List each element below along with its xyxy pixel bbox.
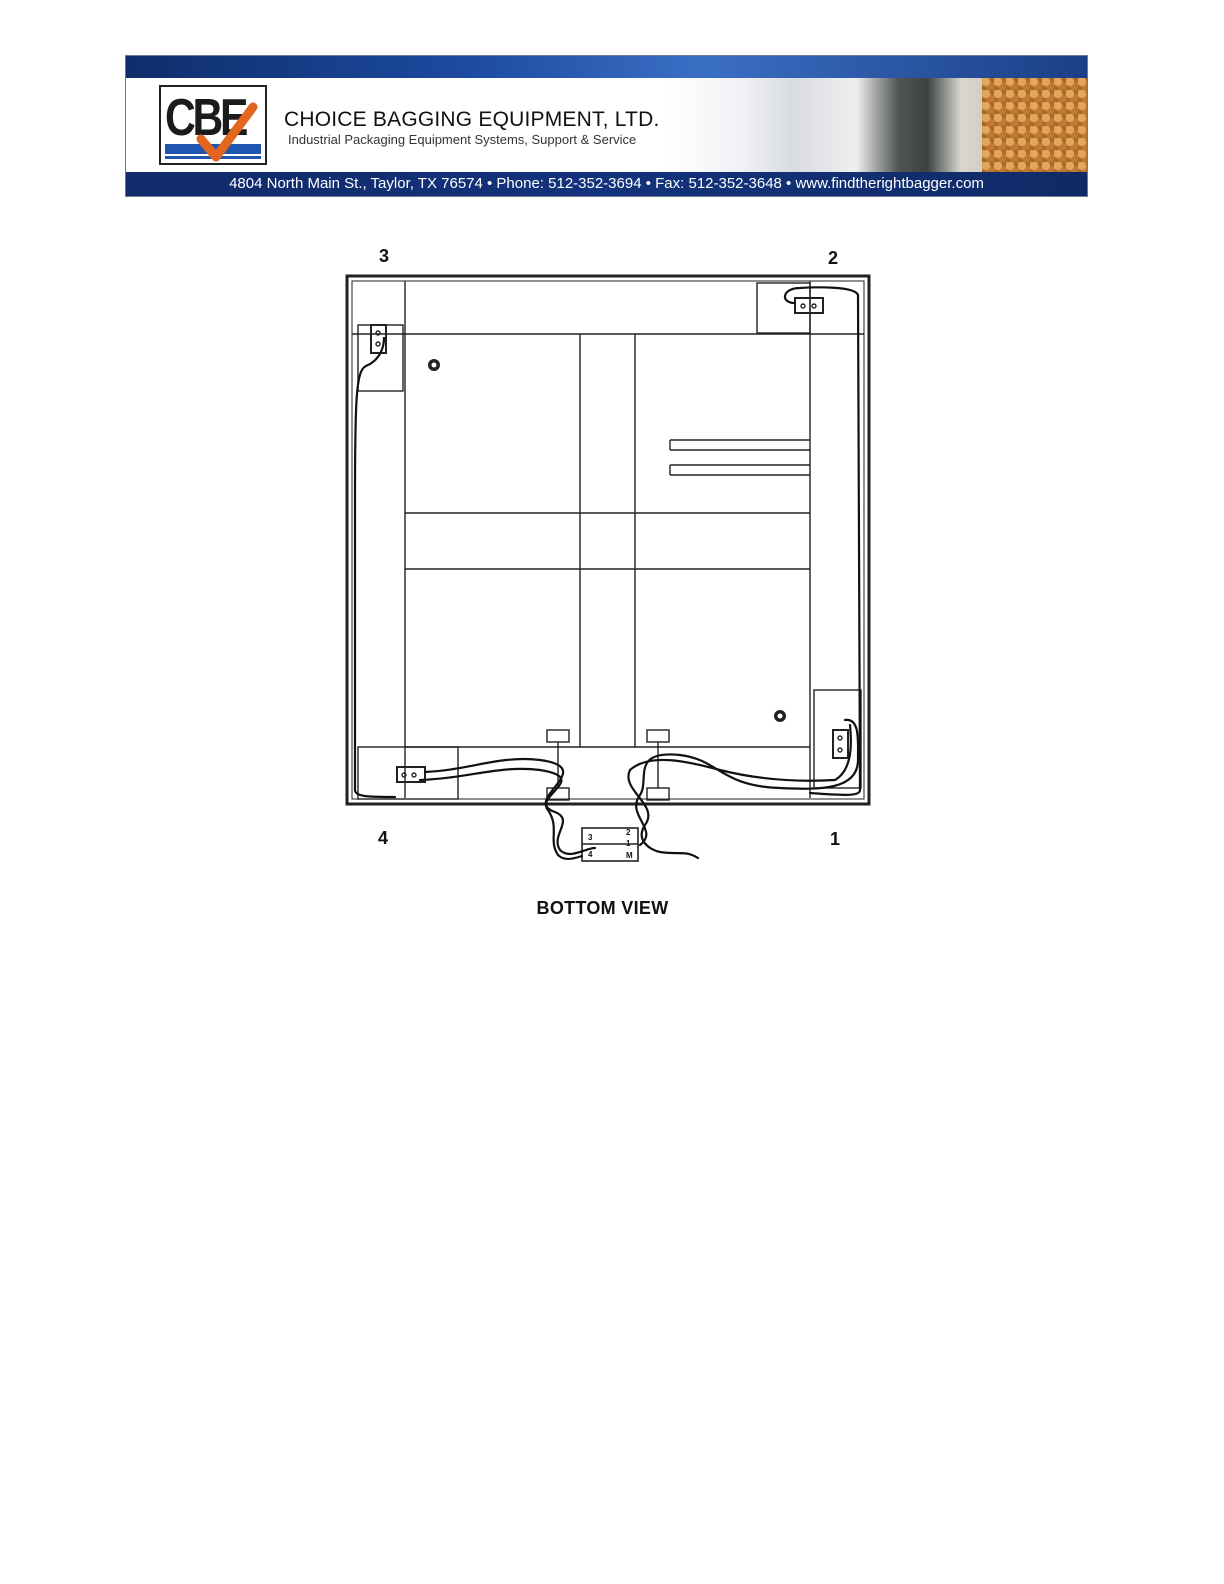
letterhead-banner <box>125 55 1088 197</box>
banner-top-bar <box>126 56 1087 78</box>
company-logo <box>159 85 267 165</box>
diagram-caption: BOTTOM VIEW <box>536 898 669 918</box>
corner-label-2: 2 <box>828 248 839 268</box>
junction-label-4: 4 <box>588 850 593 859</box>
contact-bar: 4804 North Main St., Taylor, TX 76574 • Phone: 512-352-3694 • Fax: 512-352-3648 • www.findtherightbagger.com <box>126 172 1087 196</box>
junction-label-3: 3 <box>588 833 593 842</box>
scale-bottom-view-diagram <box>330 240 890 880</box>
junction-label-1: 1 <box>626 839 631 848</box>
corner-label-3: 3 <box>379 246 390 266</box>
logo-text: CBE <box>165 89 246 147</box>
junction-label-2: 2 <box>626 828 631 837</box>
company-tagline: Industrial Packaging Equipment Systems, Support & Service <box>288 132 637 147</box>
beans-photo <box>982 78 1087 174</box>
corner-label-1: 1 <box>830 829 841 849</box>
checkmark-icon <box>161 87 269 167</box>
company-name: CHOICE BAGGING EQUIPMENT, LTD. <box>284 108 660 131</box>
junction-label-m: M <box>626 851 633 860</box>
corner-label-4: 4 <box>378 828 389 848</box>
